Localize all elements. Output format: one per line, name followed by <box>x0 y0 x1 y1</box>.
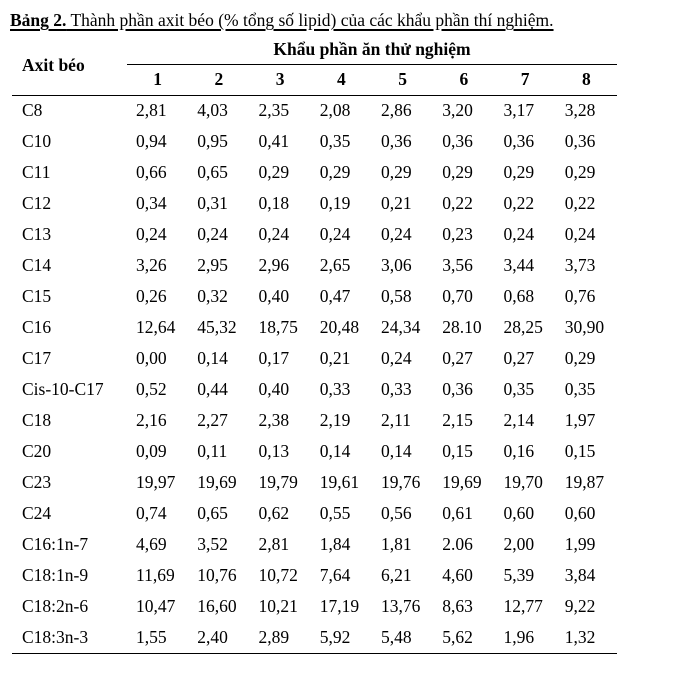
value-cell: 2,81 <box>136 100 167 121</box>
value-cell: 0,95 <box>197 131 228 151</box>
value-cell: 2,95 <box>197 255 228 275</box>
value-cell: 0,65 <box>197 162 228 182</box>
value-cell: 1,97 <box>564 410 596 430</box>
value-cell: 0,29 <box>258 162 290 182</box>
value-cell: 0,18 <box>258 193 290 213</box>
fatty-acid-name: C8 <box>22 100 43 121</box>
value-cell: 0,13 <box>258 441 290 461</box>
value-cell: 0,29 <box>381 162 412 182</box>
value-cell: 2,14 <box>503 410 535 430</box>
table-row <box>12 498 617 529</box>
value-cell: 19,69 <box>197 472 237 492</box>
fatty-acid-name: C15 <box>22 286 52 306</box>
value-cell: 0,22 <box>442 193 473 213</box>
value-cell: 0,27 <box>442 348 473 368</box>
value-cell: 19,76 <box>381 472 421 492</box>
acid-column-header: Axit béo <box>12 36 127 95</box>
value-cell: 0,29 <box>564 162 596 182</box>
table-row <box>12 529 617 560</box>
table-caption-label: Bảng 2. <box>10 10 67 30</box>
table-row <box>12 467 617 498</box>
value-cell: 2,11 <box>381 410 411 430</box>
fatty-acid-name: C13 <box>22 224 52 244</box>
fatty-acid-name: Cis-10-C17 <box>22 379 104 399</box>
value-cell: 0,22 <box>564 193 596 213</box>
value-cell: 0,60 <box>503 503 535 523</box>
value-cell: 1,96 <box>495 622 556 653</box>
table-row <box>12 343 617 374</box>
value-cell: 0,33 <box>381 379 412 399</box>
value-cell: 0,76 <box>564 286 596 306</box>
fatty-acid-name: C17 <box>22 348 52 368</box>
value-cell: 2,96 <box>258 255 290 275</box>
value-cell: 0,21 <box>319 348 351 368</box>
value-cell: 0,16 <box>503 441 535 461</box>
value-cell: 12,64 <box>136 317 176 337</box>
fatty-acid-name: C12 <box>22 193 52 213</box>
value-cell: 0,33 <box>319 379 351 399</box>
value-cell: 2,86 <box>381 100 412 121</box>
value-cell: 0,36 <box>442 131 473 151</box>
value-cell: 0,00 <box>136 348 167 368</box>
fatty-acid-name: C16 <box>22 317 52 337</box>
value-cell: 28.10 <box>442 317 482 337</box>
table-row <box>12 188 617 219</box>
value-cell: 0,29 <box>442 162 473 182</box>
value-cell: 0,35 <box>319 131 351 151</box>
value-cell: 28,25 <box>503 317 543 337</box>
value-cell: 19,97 <box>136 472 176 492</box>
table-caption-text: Thành phần axit béo (% tổng số lipid) của các khẩu phần thí nghiệm. <box>66 10 554 30</box>
value-cell: 18,75 <box>258 317 298 337</box>
value-cell: 24,34 <box>381 317 421 337</box>
value-cell: 1,55 <box>127 622 188 653</box>
table-row <box>12 95 617 126</box>
value-cell: 0,17 <box>258 348 290 368</box>
value-cell: 0,11 <box>197 441 228 461</box>
value-cell: 0,56 <box>381 503 412 523</box>
value-cell: 2,16 <box>136 410 167 430</box>
table-row <box>12 250 617 281</box>
value-cell: 5,39 <box>503 565 535 585</box>
fatty-acid-name: C18:3n-3 <box>12 622 127 653</box>
value-cell: 0,58 <box>381 286 412 306</box>
value-cell: 2,19 <box>319 410 351 430</box>
table-body <box>12 95 617 653</box>
value-cell: 0,14 <box>197 348 228 368</box>
value-cell: 0,24 <box>381 348 412 368</box>
value-cell: 0,36 <box>442 379 473 399</box>
value-cell: 2,27 <box>197 410 228 430</box>
value-cell: 5,48 <box>372 622 433 653</box>
value-cell: 0,29 <box>319 162 351 182</box>
diet-column-header: 7 <box>495 64 556 95</box>
value-cell: 0,21 <box>381 193 412 213</box>
table-row <box>12 622 617 653</box>
fatty-acid-name: C18:2n-6 <box>22 596 89 616</box>
value-cell: 0,15 <box>564 441 596 461</box>
value-cell: 2,40 <box>188 622 249 653</box>
value-cell: 0,29 <box>564 348 596 368</box>
value-cell: 2,35 <box>258 100 290 121</box>
diet-column-header: 8 <box>556 64 617 95</box>
fatty-acid-name: C11 <box>22 162 51 182</box>
value-cell: 2,81 <box>258 534 290 554</box>
fatty-acid-name: C14 <box>22 255 52 275</box>
value-cell: 2,15 <box>442 410 473 430</box>
table-row <box>12 157 617 188</box>
value-cell: 0,24 <box>564 224 596 244</box>
value-cell: 4,69 <box>136 534 167 554</box>
value-cell: 5,92 <box>311 622 372 653</box>
value-cell: 0,74 <box>136 503 167 523</box>
fatty-acid-name: C24 <box>22 503 52 523</box>
table-row <box>12 591 617 622</box>
value-cell: 1,84 <box>319 534 351 554</box>
value-cell: 3,26 <box>136 255 167 275</box>
diet-column-header: 1 <box>127 64 188 95</box>
value-cell: 0,44 <box>197 379 228 399</box>
value-cell: 0,15 <box>442 441 473 461</box>
header-row-span <box>12 36 617 64</box>
value-cell: 3,17 <box>503 100 535 121</box>
value-cell: 4,03 <box>197 100 228 121</box>
value-cell: 0,41 <box>258 131 290 151</box>
value-cell: 3,52 <box>197 534 228 554</box>
value-cell: 3,84 <box>564 565 596 585</box>
value-cell: 0,24 <box>503 224 535 244</box>
value-cell: 0,24 <box>381 224 412 244</box>
value-cell: 19,61 <box>319 472 360 492</box>
fatty-acid-name: C23 <box>22 472 52 492</box>
value-cell: 0,36 <box>564 131 596 151</box>
value-cell: 0,22 <box>503 193 535 213</box>
value-cell: 0,26 <box>136 286 167 306</box>
table-header <box>12 36 617 95</box>
value-cell: 10,21 <box>258 596 298 616</box>
value-cell: 0,40 <box>258 286 290 306</box>
value-cell: 0,32 <box>197 286 228 306</box>
value-cell: 0,36 <box>381 131 412 151</box>
table-row <box>12 281 617 312</box>
value-cell: 3,20 <box>442 100 473 121</box>
value-cell: 45,32 <box>197 317 237 337</box>
value-cell: 0,23 <box>442 224 473 244</box>
value-cell: 0,55 <box>319 503 351 523</box>
value-cell: 0,09 <box>136 441 167 461</box>
value-cell: 0,62 <box>258 503 290 523</box>
value-cell: 5,62 <box>433 622 494 653</box>
value-cell: 13,76 <box>381 596 421 616</box>
fatty-acid-table <box>12 36 617 654</box>
value-cell: 0,70 <box>442 286 473 306</box>
value-cell: 17,19 <box>319 596 360 616</box>
value-cell: 0,35 <box>503 379 535 399</box>
value-cell: 0,24 <box>136 224 167 244</box>
value-cell: 19,70 <box>503 472 543 492</box>
table-row <box>12 126 617 157</box>
value-cell: 1,81 <box>381 534 412 554</box>
value-cell: 19,69 <box>442 472 482 492</box>
value-cell: 1,32 <box>556 622 617 653</box>
value-cell: 0,68 <box>503 286 535 306</box>
diet-column-header: 4 <box>311 64 372 95</box>
value-cell: 2,00 <box>503 534 535 554</box>
value-cell: 0,36 <box>503 131 535 151</box>
value-cell: 3,73 <box>564 255 596 275</box>
table-row <box>12 219 617 250</box>
value-cell: 0,47 <box>319 286 351 306</box>
value-cell: 0,35 <box>564 379 596 399</box>
value-cell: 0,31 <box>197 193 228 213</box>
value-cell: 0,29 <box>503 162 535 182</box>
value-cell: 2,38 <box>258 410 290 430</box>
value-cell: 10,47 <box>136 596 176 616</box>
value-cell: 16,60 <box>197 596 237 616</box>
value-cell: 3,56 <box>442 255 473 275</box>
value-cell: 0,94 <box>136 131 167 151</box>
value-cell: 0,40 <box>258 379 290 399</box>
value-cell: 6,21 <box>381 565 412 585</box>
fatty-acid-name: C18:1n-9 <box>22 565 89 585</box>
value-cell: 2,65 <box>319 255 351 275</box>
value-cell: 3,06 <box>381 255 412 275</box>
value-cell: 11,69 <box>136 565 175 585</box>
value-cell: 0,52 <box>136 379 167 399</box>
value-cell: 4,60 <box>442 565 473 585</box>
value-cell: 2,08 <box>319 100 351 121</box>
diet-column-header: 2 <box>188 64 249 95</box>
value-cell: 0,34 <box>136 193 167 213</box>
table-row <box>12 560 617 591</box>
value-cell: 2,89 <box>250 622 311 653</box>
value-cell: 19,79 <box>258 472 298 492</box>
fatty-acid-name: C16:1n-7 <box>22 534 89 554</box>
table-caption <box>10 8 690 32</box>
value-cell: 10,72 <box>258 565 298 585</box>
table-row <box>12 374 617 405</box>
value-cell: 30,90 <box>564 317 605 337</box>
diet-column-header: 5 <box>372 64 433 95</box>
value-cell: 1,99 <box>564 534 596 554</box>
value-cell: 9,22 <box>564 596 596 616</box>
value-cell: 0,14 <box>381 441 412 461</box>
value-cell: 3,28 <box>564 100 596 121</box>
fatty-acid-name: C10 <box>22 131 52 151</box>
value-cell: 0,24 <box>197 224 228 244</box>
value-cell: 2.06 <box>442 534 473 554</box>
value-cell: 0,19 <box>319 193 351 213</box>
value-cell: 0,24 <box>258 224 290 244</box>
value-cell: 0,24 <box>319 224 351 244</box>
value-cell: 0,27 <box>503 348 535 368</box>
table-row <box>12 312 617 343</box>
value-cell: 0,66 <box>136 162 167 182</box>
value-cell: 12,77 <box>503 596 543 616</box>
fatty-acid-name: C20 <box>22 441 52 461</box>
value-cell: 19,87 <box>564 472 605 492</box>
fatty-acid-name: C18 <box>22 410 52 430</box>
diet-span-header: Khẩu phần ăn thử nghiệm <box>127 36 617 64</box>
table-row <box>12 405 617 436</box>
value-cell: 7,64 <box>319 565 351 585</box>
value-cell: 20,48 <box>319 317 360 337</box>
value-cell: 10,76 <box>197 565 237 585</box>
value-cell: 3,44 <box>503 255 535 275</box>
value-cell: 0,65 <box>197 503 228 523</box>
diet-column-header: 3 <box>250 64 311 95</box>
diet-column-header: 6 <box>433 64 494 95</box>
value-cell: 8,63 <box>442 596 473 616</box>
value-cell: 0,61 <box>442 503 473 523</box>
table-row <box>12 436 617 467</box>
value-cell: 0,60 <box>564 503 596 523</box>
value-cell: 0,14 <box>319 441 351 461</box>
